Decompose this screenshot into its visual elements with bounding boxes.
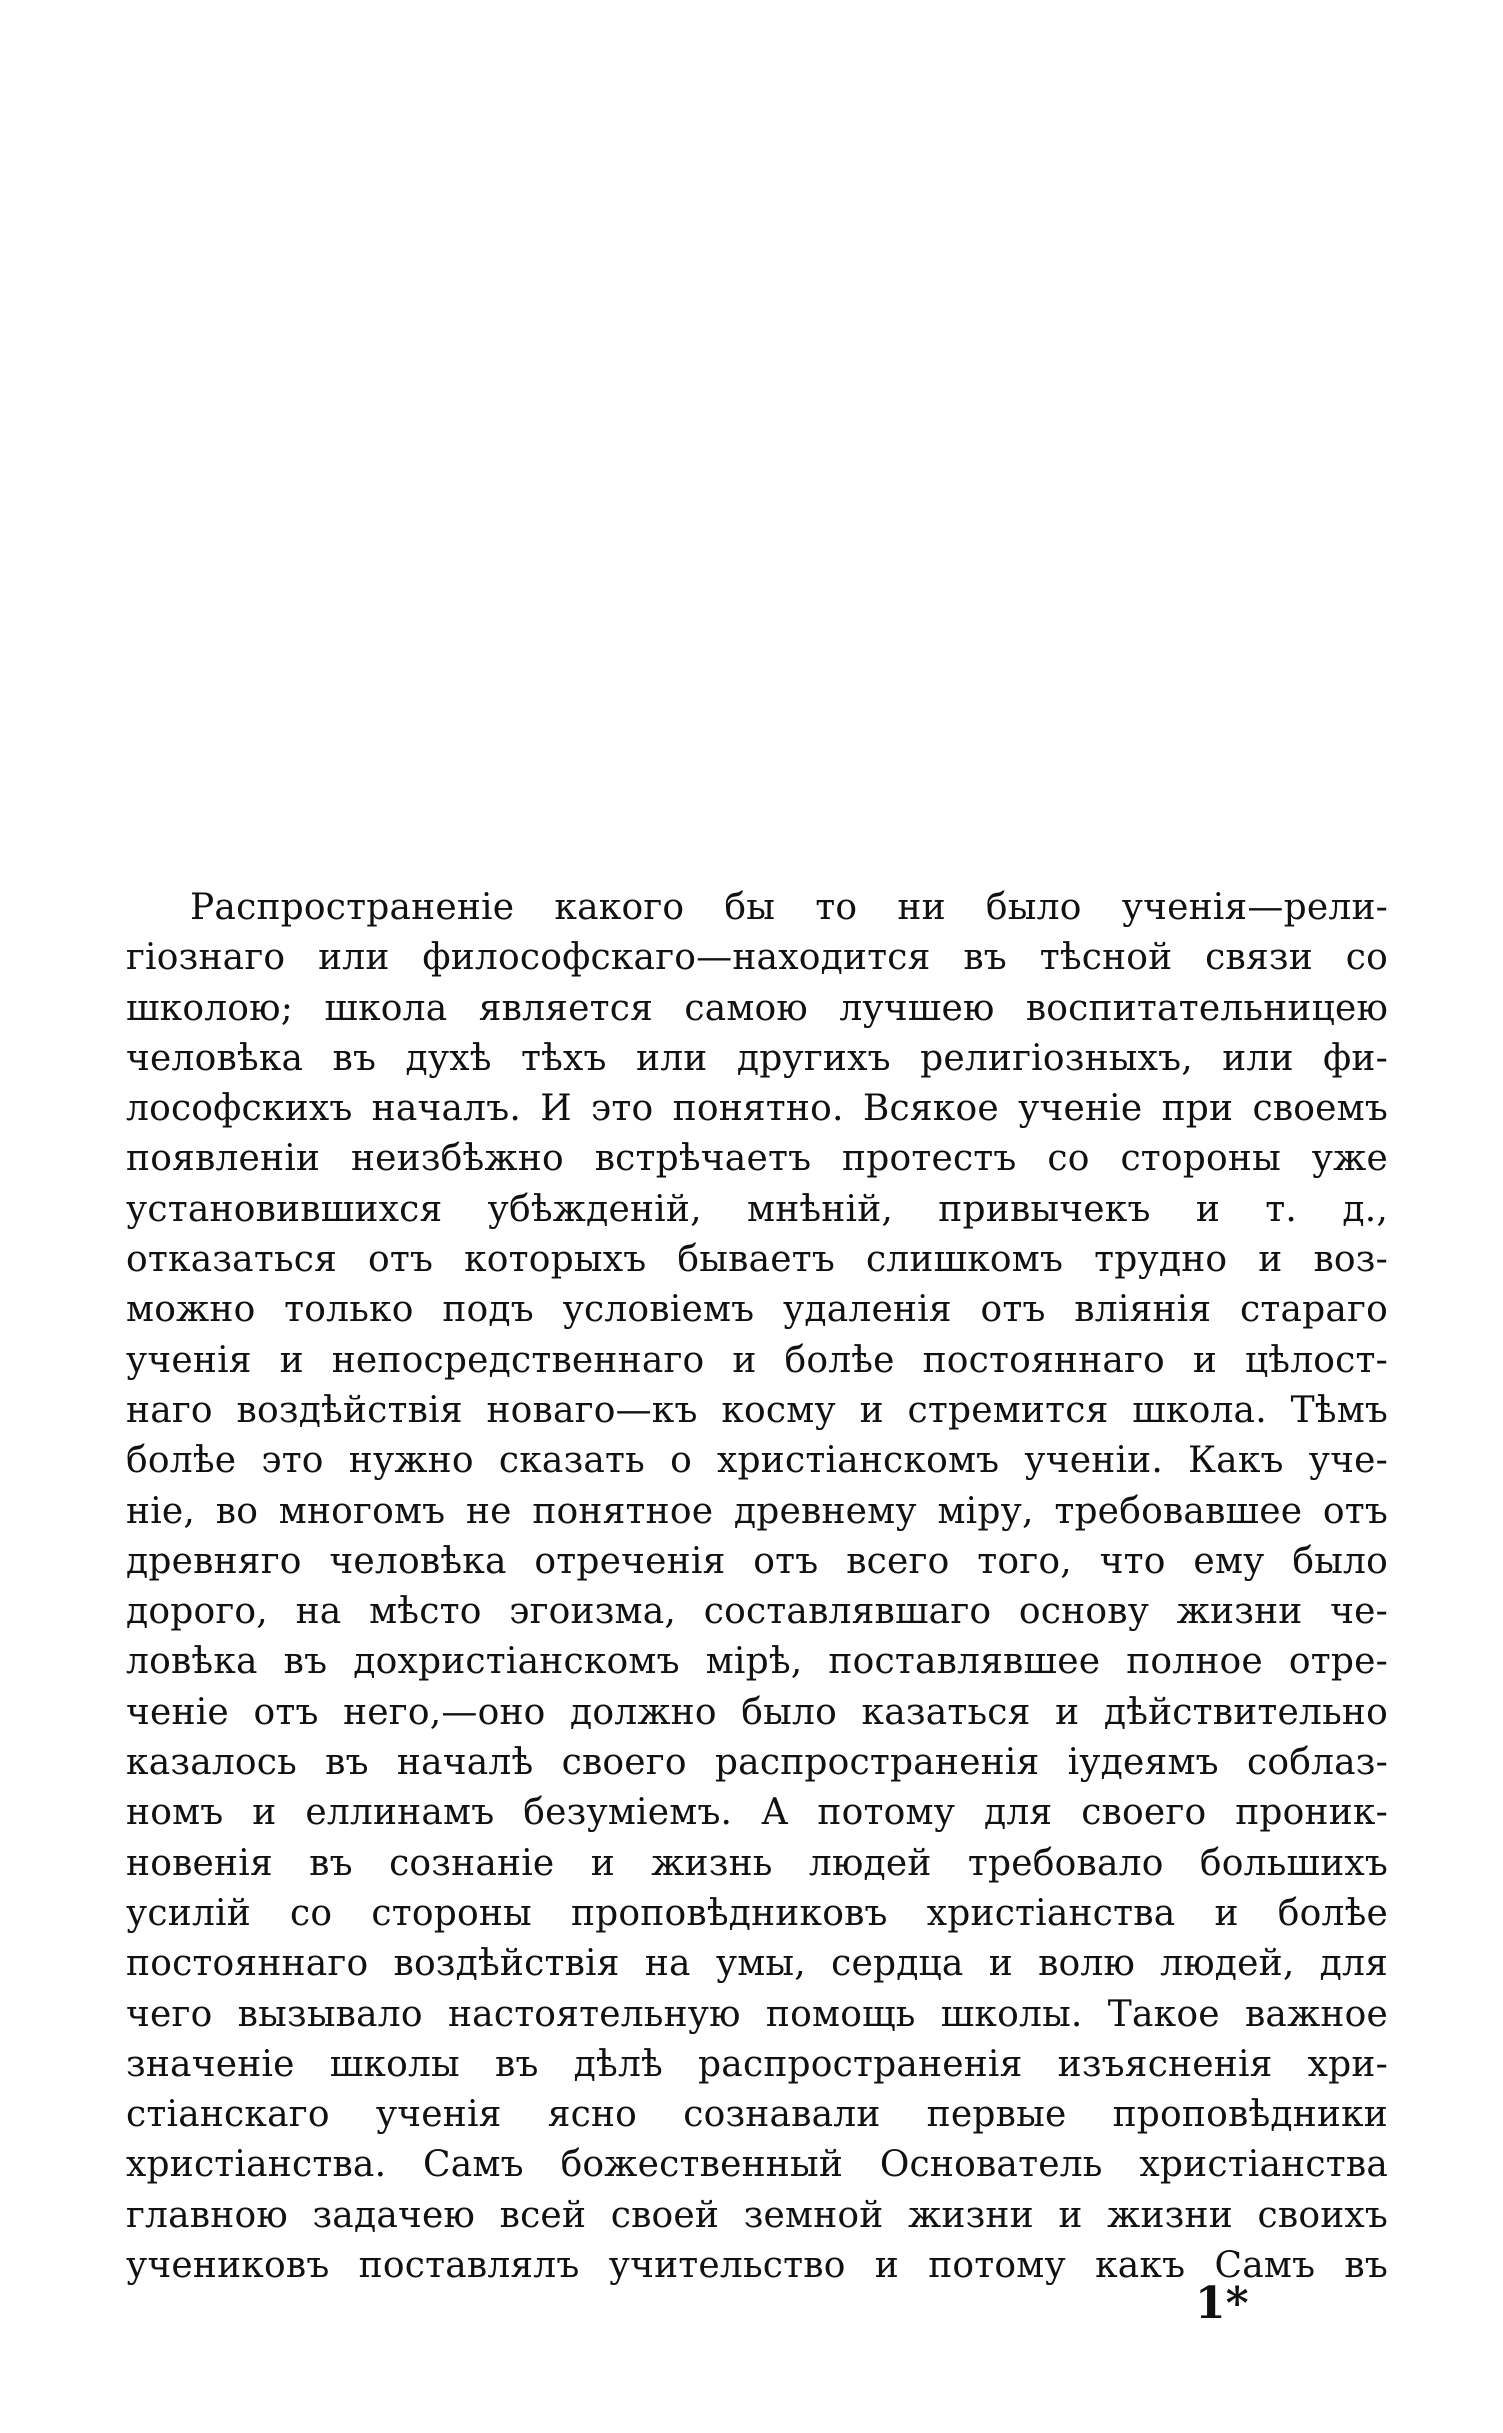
text-line: ніе, во многомъ не понятное древнему міру, требовавшее отъ: [126, 1490, 1388, 1532]
text-line: дорого, на мѣсто эгоизма, составлявшаго основу жизни че-: [126, 1591, 1388, 1633]
text-line: ловѣка въ дохристіанскомъ мірѣ, поставлявшее полное отре-: [126, 1641, 1388, 1683]
page-number: 1*: [1195, 2278, 1249, 2329]
text-line: христіанства. Самъ божественный Основатель христіанства: [126, 2144, 1388, 2186]
text-line: значеніе школы въ дѣлѣ распространенія изъясненія хри-: [126, 2043, 1388, 2085]
text-line: Распространеніе какого бы то ни было ученія—рели-: [190, 887, 1388, 928]
text-line: человѣка въ духѣ тѣхъ или другихъ религіозныхъ, или фи-: [126, 1037, 1388, 1079]
text-line: гіознаго или философскаго—находится въ тѣсной связи со: [126, 937, 1388, 979]
body-text: [126, 883, 1388, 2291]
text-line: можно только подъ условіемъ удаленія отъ вліянія стараго: [126, 1289, 1388, 1331]
text-line: постояннаго воздѣйствія на умы, сердца и волю людей, для: [126, 1943, 1388, 1985]
text-line: учениковъ поставлялъ учительство и потому какъ Самъ въ: [126, 2245, 1388, 2287]
text-line: новенія въ сознаніе и жизнь людей требовало большихъ: [126, 1842, 1388, 1884]
text-line: чего вызывало настоятельную помощь школы. Такое важное: [126, 1993, 1388, 2035]
text-line: болѣе это нужно сказать о христіанскомъ ученіи. Какъ уче-: [126, 1440, 1388, 1482]
text-line: появленіи неизбѣжно встрѣчаетъ протестъ со стороны уже: [126, 1138, 1388, 1180]
text-line: казалось въ началѣ своего распространенія іудеямъ соблаз-: [126, 1742, 1388, 1784]
text-line: главною задачею всей своей земной жизни и жизни своихъ: [126, 2194, 1388, 2236]
text-line: отказаться отъ которыхъ бываетъ слишкомъ трудно и воз-: [126, 1239, 1388, 1281]
text-line: ученія и непосредственнаго и болѣе постояннаго и цѣлост-: [126, 1339, 1388, 1381]
text-line: школою; школа является самою лучшею воспитательницею: [126, 987, 1388, 1029]
text-line: лософскихъ началъ. И это понятно. Всякое ученіе при своемъ: [126, 1088, 1388, 1130]
text-line: установившихся убѣжденій, мнѣній, привычекъ и т. д.,: [126, 1188, 1388, 1230]
text-line: номъ и еллинамъ безуміемъ. А потому для своего проник-: [126, 1792, 1388, 1834]
text-line: ченіе отъ него,—оно должно было казаться и дѣйствительно: [126, 1691, 1388, 1733]
text-line: древняго человѣка отреченія отъ всего того, что ему было: [126, 1540, 1388, 1582]
text-line: стіанскаго ученія ясно сознавали первые проповѣдники: [126, 2094, 1388, 2136]
text-line: наго воздѣйствія новаго—къ косму и стремится школа. Тѣмъ: [126, 1389, 1388, 1431]
text-line: усилій со стороны проповѣдниковъ христіанства и болѣе: [126, 1892, 1388, 1934]
